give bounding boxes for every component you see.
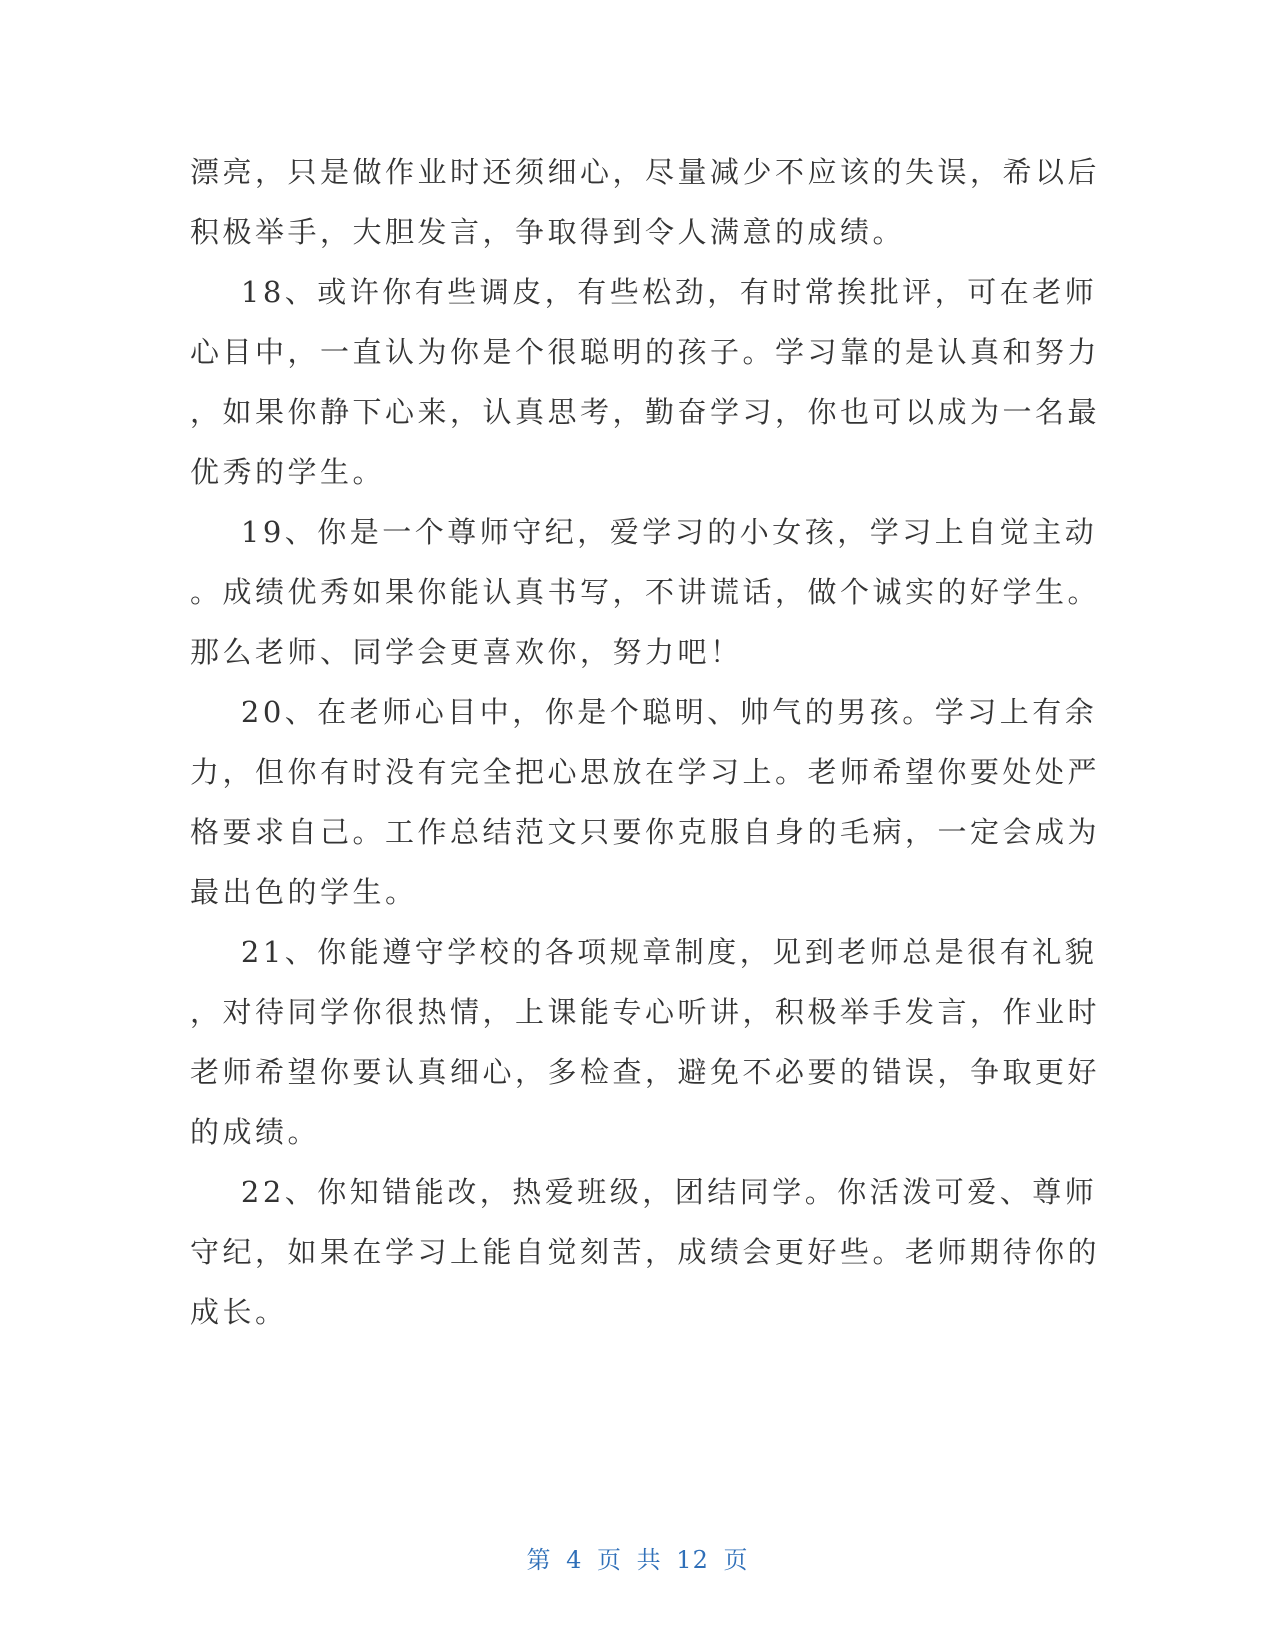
text-line: 的成绩。 [190,1115,321,1149]
text-line: 21、你能遵守学校的各项规章制度，见到老师总是很有礼貌 [190,935,1098,969]
text-line: 守纪，如果在学习上能自觉刻苦，成绩会更好些。老师期待你的 [190,1235,1101,1269]
text-line: 格要求自己。工作总结范文只要你克服自身的毛病，一定会成为 [190,815,1101,849]
text-line: 22、你知错能改，热爱班级，团结同学。你活泼可爱、尊师 [190,1175,1098,1209]
text-line: 那么老师、同学会更喜欢你，努力吧！ [190,635,743,669]
text-line: 优秀的学生。 [190,455,386,489]
text-line: ，如果你静下心来，认真思考，勤奋学习，你也可以成为一名最 [190,395,1101,429]
text-line: 漂亮，只是做作业时还须细心，尽量减少不应该的失误，希以后 [190,155,1101,189]
text-line: 积极举手，大胆发言，争取得到令人满意的成绩。 [190,215,906,249]
text-line: 20、在老师心目中，你是个聪明、帅气的男孩。学习上有余 [190,695,1098,729]
text-line: 老师希望你要认真细心，多检查，避免不必要的错误，争取更好 [190,1055,1101,1089]
text-line: 。成绩优秀如果你能认真书写，不讲谎话，做个诚实的好学生。 [190,575,1101,609]
text-line: ，对待同学你很热情，上课能专心听讲，积极举手发言，作业时 [190,995,1101,1029]
text-line: 心目中，一直认为你是个很聪明的孩子。学习靠的是认真和努力 [190,335,1101,369]
text-line: 成长。 [190,1295,288,1329]
text-line: 力，但你有时没有完全把心思放在学习上。老师希望你要处处严 [190,755,1101,789]
text-line: 19、你是一个尊师守纪，爱学习的小女孩，学习上自觉主动 [190,515,1098,549]
document-body [190,142,1101,1342]
text-line: 18、或许你有些调皮，有些松劲，有时常挨批评，可在老师 [190,275,1098,309]
page-number-footer: 第 4 页 共 12 页 [526,1546,749,1574]
text-line: 最出色的学生。 [190,875,418,909]
